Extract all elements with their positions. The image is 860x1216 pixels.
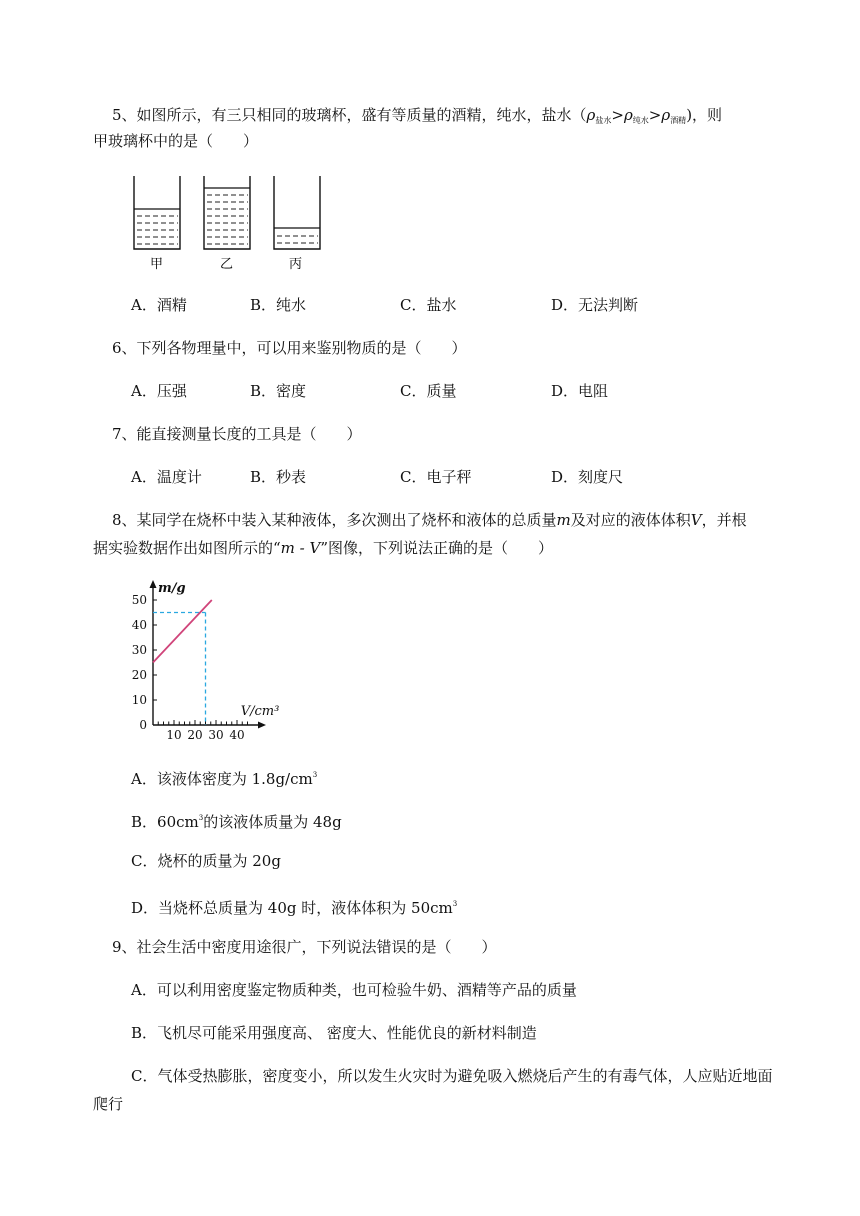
q7-option-c[interactable]: C．电子秤 (400, 468, 472, 486)
x-axis-arrow (258, 722, 266, 729)
q8-stem-line2: 据实验数据作出如图所示的“m - V”图像，下列说法正确的是（ ） (93, 539, 554, 557)
cup-yi (204, 176, 250, 249)
cups-figure (128, 172, 328, 272)
q8-stem-line1: 8、某同学在烧杯中装入某种液体，多次测出了烧杯和液体的总质量m及对应的液体体积V，并根 (112, 511, 747, 529)
cup-label-jia: 甲 (150, 257, 164, 272)
q9-option-c-line2[interactable]: 爬行 (93, 1095, 124, 1113)
x-axis-label: V/cm³ (240, 704, 280, 719)
y-axis-arrow (150, 580, 157, 588)
q7-option-a[interactable]: A．温度计 (131, 468, 202, 486)
q6-option-c[interactable]: C．质量 (400, 382, 457, 400)
cup-jia (134, 176, 180, 249)
cup-label-bing: 丙 (289, 257, 303, 272)
y-tick-label: 10 (131, 693, 147, 707)
q6-stem: 6、下列各物理量中，可以用来鉴别物质的是（ ） (112, 339, 467, 357)
series-line (153, 600, 212, 663)
q5-option-d[interactable]: D．无法判断 (551, 296, 639, 314)
q5-option-b[interactable]: B．纯水 (250, 296, 307, 314)
q9-option-a[interactable]: A．可以利用密度鉴定物质种类，也可检验牛奶、酒精等产品的质量 (131, 981, 577, 999)
q7-stem: 7、能直接测量长度的工具是（ ） (112, 425, 362, 443)
q8-option-c[interactable]: C．烧杯的质量为 20g (131, 852, 281, 870)
cup-label-yi: 乙 (220, 257, 234, 272)
y-axis-label: m/g (158, 581, 186, 596)
q6-option-a[interactable]: A．压强 (131, 382, 187, 400)
x-tick-label: 20 (187, 728, 203, 742)
q5-option-a[interactable]: A．酒精 (131, 296, 187, 314)
q9-option-b[interactable]: B．飞机尽可能采用强度高、 密度大、性能优良的新材料制造 (131, 1024, 537, 1042)
cup-bing (274, 176, 320, 249)
q7-option-b[interactable]: B．秒表 (250, 468, 307, 486)
q8-option-d[interactable]: D．当烧杯总质量为 40g 时，液体体积为 $50cm^3$ (131, 899, 458, 917)
q9-option-c-line1[interactable]: C．气体受热膨胀，密度变小，所以发生火灾时为避免吸入燃烧后产生的有毒气体，人应贴近地面 (131, 1067, 773, 1085)
y-tick-label: 20 (131, 668, 147, 682)
x-tick-label: 40 (229, 728, 245, 742)
q6-option-d[interactable]: D．电阻 (551, 382, 609, 400)
x-tick-label: 30 (208, 728, 224, 742)
q5-stem-line2: 甲玻璃杯中的是（ ） (93, 132, 259, 150)
y-tick-label: 0 (139, 718, 147, 732)
x-tick-label: 10 (166, 728, 182, 742)
q5-option-c[interactable]: C．盐水 (400, 296, 457, 314)
mv-chart (128, 578, 318, 743)
q5-stem-line1: 5、如图所示，有三只相同的玻璃杯，盛有等质量的酒精，纯水，盐水$(\rho_{盐水}>\rho_{纯水}>\rho_{酒精})$，则 (112, 106, 723, 125)
y-tick-label: 50 (131, 593, 147, 607)
q9-stem: 9、社会生活中密度用途很广，下列说法错误的是（ ） (112, 938, 497, 956)
q6-option-b[interactable]: B．密度 (250, 382, 307, 400)
q8-option-b[interactable]: B．$60cm^3$的该液体质量为 48g (131, 813, 342, 831)
q8-option-a[interactable]: A．该液体密度为 $1.8g/cm^3$ (131, 770, 318, 788)
y-tick-label: 40 (131, 618, 147, 632)
q7-option-d[interactable]: D．刻度尺 (551, 468, 624, 486)
y-tick-label: 30 (131, 643, 147, 657)
